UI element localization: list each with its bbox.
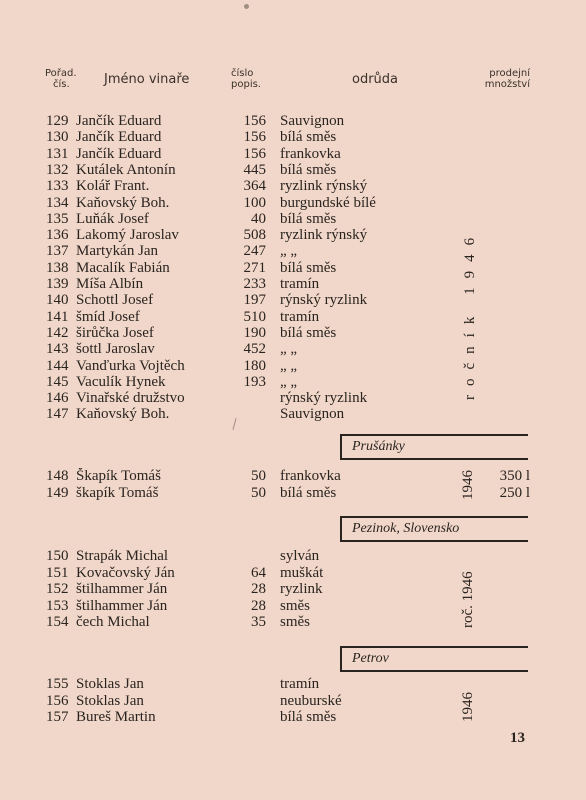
house-number: 156 — [243, 129, 266, 146]
grape-variety: bílá směs — [280, 484, 337, 501]
location-box-prusanky — [340, 434, 528, 460]
grape-variety: směs — [280, 597, 310, 614]
grape-variety: frankovka — [280, 468, 341, 484]
house-number: 35 — [251, 614, 266, 630]
grape-variety: ryzlink — [280, 581, 323, 597]
vintner-name: škapík Tomáš — [76, 484, 159, 501]
print-dot — [244, 4, 249, 9]
house-number: 100 — [243, 194, 266, 211]
row-number: 137 — [46, 243, 69, 260]
row-number: 153 — [46, 597, 69, 614]
vintner-name: šmíd Josef — [76, 308, 140, 325]
row-number: 140 — [46, 292, 69, 309]
table-row — [0, 243, 586, 259]
grape-variety: Sauvignon — [280, 406, 345, 423]
header-cislo: číslo popis. — [231, 68, 261, 90]
house-number: 64 — [251, 564, 266, 581]
location-box-petrov — [340, 646, 528, 672]
vintner-name: Kutálek Antonín — [76, 161, 176, 178]
table-row — [0, 676, 586, 692]
house-number: 28 — [251, 597, 266, 614]
house-number: 156 — [243, 145, 266, 162]
table-row — [0, 390, 586, 406]
grape-variety: směs — [280, 614, 310, 630]
row-number: 134 — [46, 194, 69, 211]
grape-variety: bílá směs — [280, 161, 337, 178]
row-number: 147 — [46, 406, 69, 423]
table-row — [0, 614, 586, 630]
house-number: 445 — [243, 161, 266, 178]
grape-variety: bílá směs — [280, 129, 337, 146]
page-number: 13 — [510, 730, 525, 746]
row-number: 157 — [46, 709, 69, 725]
header-jmeno: Jméno vinaře — [104, 72, 190, 87]
row-number: 156 — [46, 692, 69, 709]
location-label: Pezinok, Slovensko — [352, 521, 460, 536]
table-row — [0, 162, 586, 178]
table-row — [0, 309, 586, 325]
row-number: 138 — [46, 259, 69, 276]
house-number: 193 — [243, 373, 266, 390]
vertical-label-roc: roč. 1946 — [460, 571, 476, 628]
table-row — [0, 292, 586, 308]
table-row — [0, 358, 586, 374]
grape-variety: tramín — [280, 308, 320, 325]
house-number: 364 — [243, 178, 266, 195]
vintner-name: Martykán Jan — [76, 243, 159, 260]
grape-variety: Sauvignon — [280, 113, 345, 129]
vintner-name: Jančík Eduard — [76, 145, 162, 162]
vintner-name: štilhammer Ján — [76, 597, 168, 614]
vintner-name: Vaculík Hynek — [76, 373, 166, 390]
house-number: 180 — [243, 357, 266, 374]
table-row — [0, 468, 586, 484]
vintner-name: Macalík Fabián — [76, 259, 170, 276]
sale-quantity: 250 l — [499, 484, 530, 501]
row-number: 130 — [46, 129, 69, 146]
grape-variety: „ „ — [280, 357, 298, 374]
table-row — [0, 341, 586, 357]
table-row — [0, 260, 586, 276]
row-number: 136 — [46, 227, 69, 244]
house-number: 50 — [251, 484, 266, 501]
grape-variety: neuburské — [280, 692, 342, 709]
vintner-name: Kaňovský Boh. — [76, 406, 170, 423]
vintner-name: Vinařské družstvo — [76, 390, 185, 407]
grape-variety: ryzlink rýnský — [280, 227, 368, 244]
table-row — [0, 211, 586, 227]
table-row — [0, 325, 586, 341]
grape-variety: sylván — [280, 548, 320, 564]
header-porad: Pořad. čís. — [45, 68, 77, 90]
grape-variety: tramín — [280, 676, 320, 692]
vintner-name: Míša Albín — [76, 276, 144, 292]
vintner-name: Kolář Frant. — [76, 178, 150, 195]
vertical-label-rocnik: ročník 1946 — [462, 228, 478, 400]
house-number: 50 — [251, 468, 266, 484]
row-number: 133 — [46, 178, 69, 195]
row-number: 146 — [46, 390, 69, 407]
grape-variety: bílá směs — [280, 709, 337, 725]
grape-variety: muškát — [280, 564, 324, 581]
row-number: 132 — [46, 161, 69, 178]
house-number: 247 — [243, 243, 266, 260]
vintner-name: Vanďurka Vojtěch — [76, 357, 185, 374]
house-number: 508 — [243, 227, 266, 244]
table-row — [0, 565, 586, 581]
grape-variety: frankovka — [280, 145, 341, 162]
table-row — [0, 485, 586, 501]
row-number: 141 — [46, 308, 69, 325]
row-number: 139 — [46, 276, 69, 292]
house-number: 190 — [243, 324, 266, 341]
vintner-name: čech Michal — [76, 614, 150, 630]
row-number: 148 — [46, 468, 69, 484]
row-number: 149 — [46, 484, 69, 501]
vintner-name: Stoklas Jan — [76, 692, 144, 709]
row-number: 142 — [46, 324, 69, 341]
row-number: 129 — [46, 113, 69, 129]
row-number: 135 — [46, 210, 69, 227]
grape-variety: tramín — [280, 276, 320, 292]
vintner-name: Kovačovský Ján — [76, 564, 175, 581]
vintner-name: štilhammer Ján — [76, 581, 168, 597]
row-number: 150 — [46, 548, 69, 564]
grape-variety: bílá směs — [280, 324, 337, 341]
table-row — [0, 374, 586, 390]
table-row — [0, 693, 586, 709]
house-number: 156 — [243, 113, 266, 129]
table-row — [0, 113, 586, 129]
house-number: 233 — [243, 276, 266, 292]
row-number: 144 — [46, 357, 69, 374]
table-row — [0, 581, 586, 597]
vintner-name: Lakomý Jaroslav — [76, 227, 179, 244]
table-row — [0, 227, 586, 243]
grape-variety: bílá směs — [280, 259, 337, 276]
grape-variety: „ „ — [280, 373, 298, 390]
header-odruda: odrůda — [352, 72, 399, 87]
grape-variety: rýnský ryzlink — [280, 390, 368, 407]
vintner-name: Jančík Eduard — [76, 129, 162, 146]
location-label: Petrov — [352, 651, 389, 666]
row-number: 131 — [46, 145, 69, 162]
table-row — [0, 548, 586, 564]
vintner-name: Jančík Eduard — [76, 113, 162, 129]
table-row — [0, 178, 586, 194]
location-box-pezinok — [340, 516, 528, 542]
vintner-name: Luňák Josef — [76, 210, 149, 227]
vintner-name: Strapák Michal — [76, 548, 169, 564]
vintner-name: Bureš Martin — [76, 709, 156, 725]
grape-variety: „ „ — [280, 341, 298, 358]
row-number: 143 — [46, 341, 69, 358]
row-number: 155 — [46, 676, 69, 692]
house-number: 452 — [243, 341, 266, 358]
house-number: 197 — [243, 292, 266, 309]
row-number: 145 — [46, 373, 69, 390]
vintner-name: Stoklas Jan — [76, 676, 144, 692]
vintner-name: šottl Jaroslav — [76, 341, 155, 358]
vertical-label-year: 1946 — [460, 692, 476, 722]
row-number: 151 — [46, 564, 69, 581]
grape-variety: burgundské bílé — [280, 194, 376, 211]
header-prodejni: prodejní množství — [484, 68, 530, 90]
grape-variety: „ „ — [280, 243, 298, 260]
vertical-label-year: 1946 — [460, 470, 476, 500]
house-number: 28 — [251, 581, 266, 597]
table-row — [0, 406, 586, 422]
grape-variety: rýnský ryzlink — [280, 292, 368, 309]
table-row — [0, 146, 586, 162]
sale-quantity: 350 l — [499, 468, 530, 484]
vintner-name: širůčka Josef — [76, 324, 154, 341]
row-number: 154 — [46, 614, 69, 630]
vintner-name: Schottl Josef — [76, 292, 154, 309]
table-row — [0, 709, 586, 725]
table-row — [0, 129, 586, 145]
grape-variety: ryzlink rýnský — [280, 178, 368, 195]
row-number: 152 — [46, 581, 69, 597]
table-row — [0, 195, 586, 211]
table-row — [0, 598, 586, 614]
house-number: 510 — [243, 308, 266, 325]
vintner-name: Škapík Tomáš — [76, 468, 161, 484]
house-number: 271 — [243, 259, 266, 276]
vintner-name: Kaňovský Boh. — [76, 194, 170, 211]
grape-variety: bílá směs — [280, 210, 337, 227]
location-label: Prušánky — [352, 439, 405, 454]
house-number: 40 — [251, 210, 266, 227]
table-row — [0, 276, 586, 292]
